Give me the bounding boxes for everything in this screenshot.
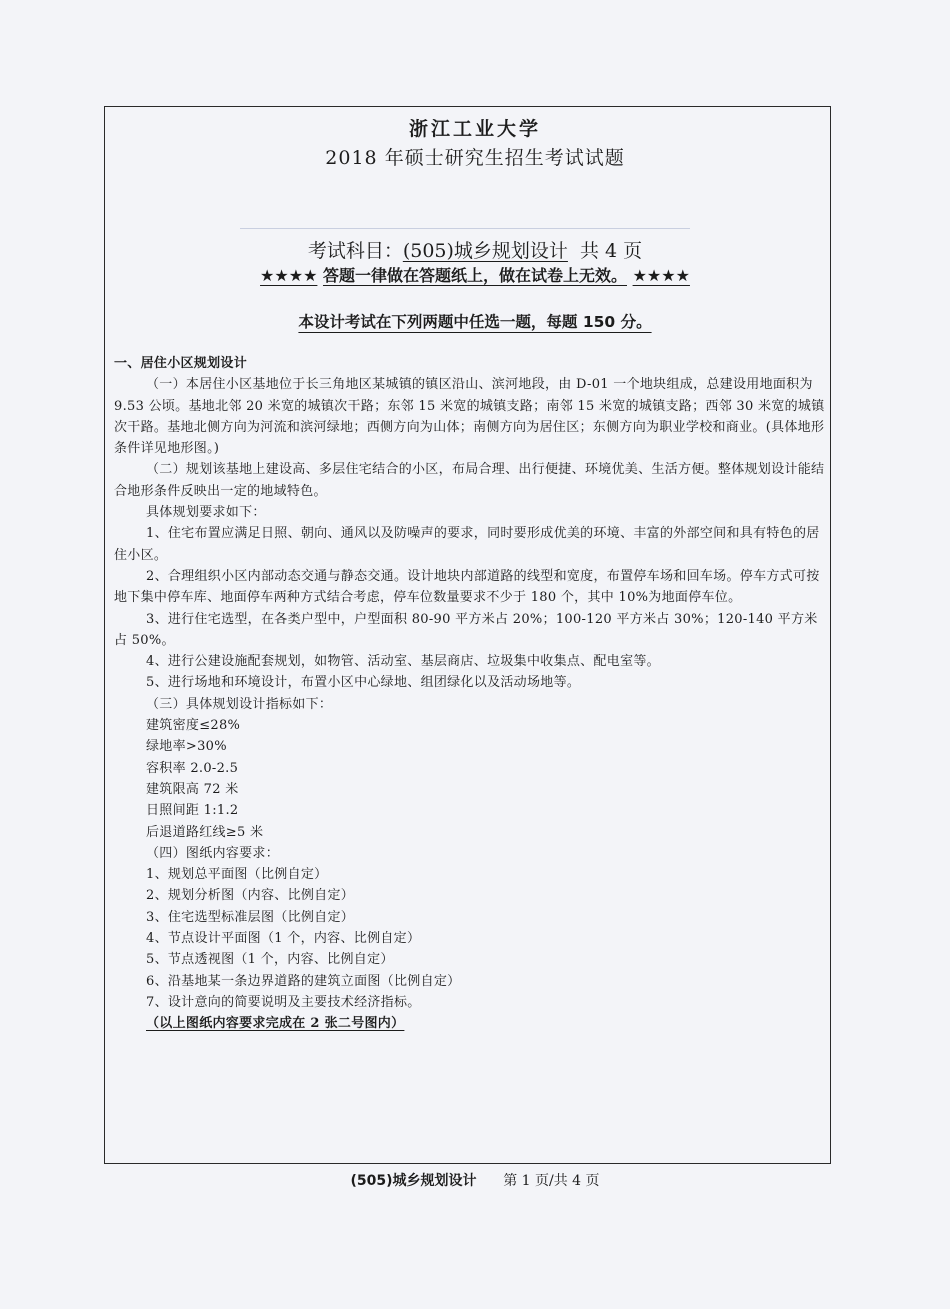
- question-content: [114, 353, 826, 1035]
- indicator-item: 建筑密度≤28%: [146, 718, 241, 734]
- drawing-item: 5、节点透视图（1 个，内容、比例自定）: [146, 952, 394, 968]
- divider: [240, 228, 690, 229]
- instruction: [0, 310, 950, 332]
- drawing-item: 3、住宅选型标准层图（比例自定）: [146, 909, 355, 925]
- paragraph: 3、进行住宅选型，在各类户型中，户型面积 80-90 平方米占 20%；100-120 平方米占 30%；120-140 平方米占 50%。: [114, 611, 818, 648]
- drawing-item: 1、规划总平面图（比例自定）: [146, 867, 328, 883]
- notice-text: 答题一律做在答题纸上，做在试卷上无效。: [322, 266, 627, 285]
- drawing-item: 2、规划分析图（内容、比例自定）: [146, 888, 355, 904]
- indicator-item: 后退道路红线≥5 米: [146, 824, 264, 840]
- notice-stars-right: ★★★★: [632, 266, 690, 285]
- indicator-item: 绿地率>30%: [146, 739, 227, 755]
- indicator-item: 建筑限高 72 米: [146, 781, 239, 797]
- paragraph: 2、合理组织小区内部动态交通与静态交通。设计地块内部道路的线型和宽度，布置停车场和回车场。停车方式可按地下集中停车库、地面停车两种方式结合考虑，停车位数量要求不少于 180 个，其中 10%为地面停车位。: [114, 568, 820, 606]
- notice-line: [0, 263, 950, 286]
- drawing-item: 6、沿基地某一条边界道路的建筑立面图（比例自定）: [146, 973, 461, 989]
- footer-page-info: 第 1 页/共 4 页: [503, 1173, 600, 1189]
- subject-line: [0, 236, 950, 263]
- paragraph: 1、住宅布置应满足日照、朝向、通风以及防噪声的要求，同时要形成优美的环境、丰富的外部空间和具有特色的居住小区。: [114, 526, 820, 563]
- page-total: 共 4 页: [580, 240, 643, 262]
- drawing-item: 7、设计意向的简要说明及主要技术经济指标。: [146, 994, 421, 1010]
- closing-note: （以上图纸内容要求完成在 2 张二号图内）: [146, 1016, 405, 1032]
- section-heading: 一、居住小区规划设计: [114, 356, 248, 371]
- school-name: 浙江工业大学: [408, 118, 541, 140]
- indicator-item: 容积率 2.0-2.5: [146, 760, 239, 776]
- instruction-text: 本设计考试在下列两题中任选一题，每题 150 分。: [298, 313, 652, 331]
- paragraph: （一）本居住小区基地位于长三角地区某城镇的镇区沿山、滨河地段，由 D-01 一个地块组成，总建设用地面积为 9.53 公顷。基地北邻 20 米宽的城镇次干路；东邻 15 米宽的城镇支路；南邻 15 米宽的城镇支路；西邻 30 米宽的城镇次干路。基地北侧方向为河流和滨河绿地；西侧方向为山体；南侧方向为居住区；东侧方向为职业学校和商业。(具体地形条件详见地形图。): [114, 377, 825, 457]
- paragraph: 具体规划要求如下：: [146, 505, 266, 521]
- paragraph: 4、进行公建设施配套规划，如物管、活动室、基层商店、垃圾集中收集点、配电室等。: [146, 654, 660, 670]
- page-footer: [0, 1170, 950, 1190]
- subject-label: 考试科目：: [307, 240, 403, 262]
- drawing-item: 4、节点设计平面图（1 个，内容、比例自定）: [146, 931, 421, 947]
- paragraph: （二）规划该基地上建设高、多层住宅结合的小区，布局合理、出行便捷、环境优美、生活方便。整体规划设计能结合地形条件反映出一定的地域特色。: [114, 462, 825, 499]
- paragraph: 5、进行场地和环境设计，布置小区中心绿地、组团绿化以及活动场地等。: [146, 675, 581, 691]
- footer-subject: (505)城乡规划设计: [350, 1173, 477, 1189]
- drawings-heading: （四）图纸内容要求：: [146, 845, 280, 861]
- paragraph: （三）具体规划设计指标如下：: [146, 696, 333, 712]
- notice-stars-left: ★★★★: [260, 266, 318, 285]
- subject-name: (505)城乡规划设计: [402, 240, 568, 262]
- indicator-item: 日照间距 1:1.2: [146, 803, 239, 819]
- exam-title: 2018 年硕士研究生招生考试试题: [325, 147, 625, 169]
